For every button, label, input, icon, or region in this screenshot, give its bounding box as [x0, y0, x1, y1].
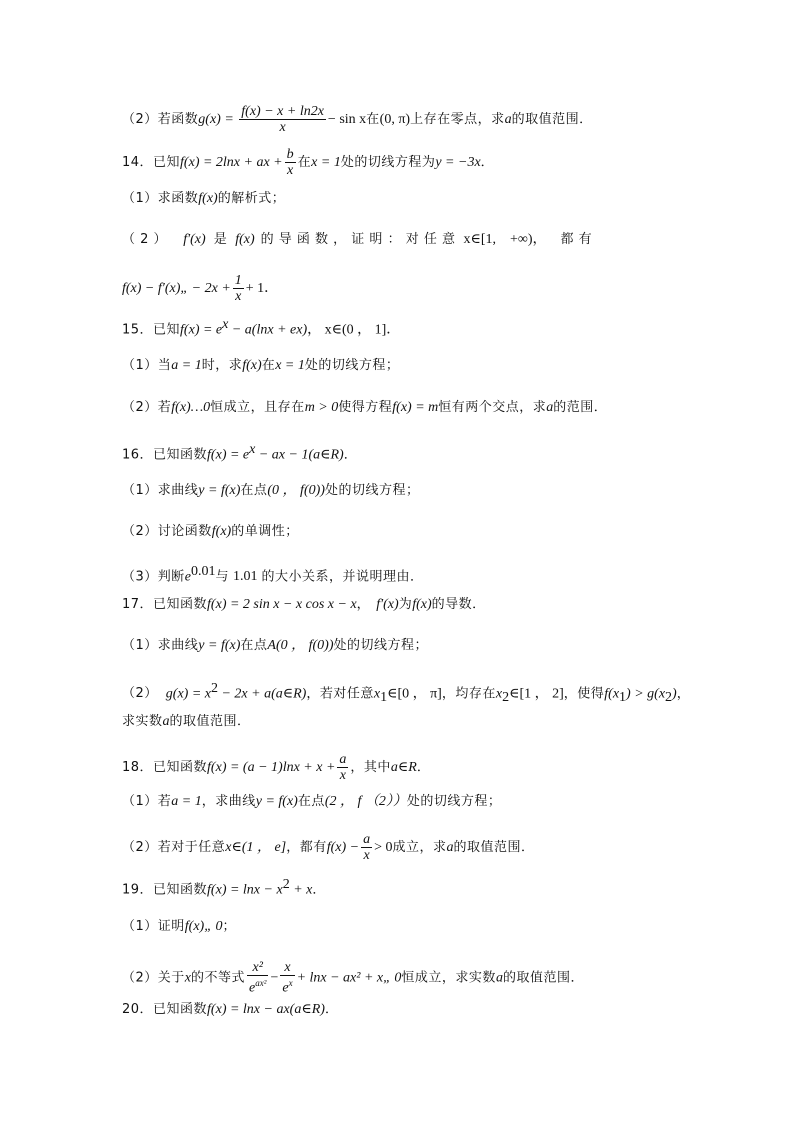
q17-f: f(x) — [412, 597, 432, 612]
q17-end: 的导数． — [431, 597, 486, 612]
q13-part2 — [122, 104, 593, 135]
q16-p2-f: f(x) — [211, 524, 232, 539]
q17-fx: f(x) = 2 sin x − x cos x − x — [207, 597, 357, 612]
q14-p1-a: （1）求函数 — [122, 191, 199, 206]
q17-p2-x1-sub: 1 — [380, 689, 388, 705]
q14-frac-den: x — [287, 163, 294, 178]
q17-p1-y: y = f(x) — [198, 638, 241, 653]
q17-p2-x2: x — [495, 686, 503, 702]
q19-p2-a2: a — [495, 970, 503, 986]
q18-p2-f: f(x) − — [326, 840, 360, 855]
q14-part2 — [122, 231, 592, 249]
q18-p2-x: x∈(1 ， e] — [225, 840, 287, 855]
q18-part2 — [122, 832, 535, 863]
q13-frac-num: f(x) − x + ln2x — [241, 104, 324, 119]
q15-p2-c: 使得方程 — [338, 400, 393, 415]
q15-domain: ， x∈(0 ， 1]． — [307, 322, 401, 338]
q15-fx: f(x) = e — [180, 322, 223, 338]
q17-cont-b: 的取值范围． — [169, 714, 251, 729]
q15-stem — [122, 316, 400, 339]
q15-p1-d: 处的切线方程； — [304, 358, 400, 373]
q18-p2-d: 的取值范围． — [453, 840, 535, 855]
q18-p1-eq: a = 1 — [171, 794, 202, 809]
q17-p2-b: ，若对任意 — [306, 686, 374, 702]
q17-p2-ineq-s2: 2 — [665, 689, 673, 705]
q15-p1-b: 时，求 — [201, 358, 243, 373]
q14-ineq-frac-num: 1 — [234, 273, 242, 288]
q17-p2-ineq-a: f(x — [604, 686, 620, 702]
q17-stem — [122, 596, 486, 614]
q16-fx-rest: − ax − 1(a∈R) — [255, 447, 344, 463]
q17-p2-ineq-b: ) > g(x — [626, 686, 666, 702]
q16-p3-c: 的大小关系，并说明理由． — [261, 569, 424, 585]
q17-p2-c: ，均存在 — [441, 686, 496, 702]
q16-p3-e: e — [184, 569, 191, 585]
q15-p1-f: f(x) — [242, 358, 262, 373]
q14-label: 14．已知 — [122, 155, 181, 170]
q19-frac2 — [280, 960, 294, 996]
q20-fx: f(x) = lnx − ax(a∈R) — [207, 1002, 325, 1017]
q15-p2-e: 的范围． — [553, 400, 608, 415]
q19-frac2-den — [280, 976, 294, 996]
q16-p1-a: （1）求曲线 — [122, 483, 199, 498]
q14-ineq-frac-den: x — [235, 289, 242, 304]
q17-part1 — [122, 637, 428, 655]
q16-p3-sup: 0.01 — [191, 564, 216, 579]
q18-mid: ，其中 — [350, 760, 391, 775]
q16-stem — [122, 441, 357, 464]
q15-p2-b: 恒成立，且存在 — [210, 400, 305, 415]
q19-p1-f: f(x)„ 0 — [184, 919, 223, 934]
q14-tangent: y = −3x — [435, 155, 481, 170]
q17-label: 17．已知函数 — [122, 597, 208, 612]
q15-p1-c: 在 — [261, 358, 276, 373]
q20-end: ． — [324, 1002, 339, 1017]
q16-p2-a: （2）讨论函数 — [122, 524, 212, 539]
q13-part2-pre: （2）若函数 — [122, 112, 199, 127]
q18-p2-frac-num: a — [363, 832, 371, 847]
q18-frac-den: x — [339, 768, 347, 783]
q13-frac-den: x — [279, 120, 286, 135]
q17-p1-a: （1）求曲线 — [122, 638, 199, 653]
q14-p1-f: f(x) — [198, 191, 218, 206]
q15-fx-sup: x — [222, 317, 229, 332]
q19-frac2-den-sup: x — [288, 978, 293, 988]
q19-p1-b: ； — [222, 919, 237, 934]
q16-end: ． — [343, 447, 358, 463]
q16-p3-v: 1.01 — [233, 569, 258, 585]
q18-p2-gt: > 0 — [374, 840, 393, 855]
q17-p2-g-sup: 2 — [210, 681, 218, 696]
q17-mid: ， — [356, 597, 371, 612]
q15-p2-d: 恒有两个交点，求 — [438, 400, 547, 415]
q19-stem — [122, 876, 326, 899]
q15-p2-a2: a — [546, 400, 554, 415]
q16-part2 — [122, 523, 299, 541]
q20-stem — [122, 1001, 338, 1019]
q18-p2-b: ，都有 — [286, 840, 327, 855]
q16-label: 16．已知函数 — [122, 447, 208, 463]
q19-p2-c: 恒成立，求实数 — [401, 970, 496, 986]
q18-p1-a: （1）若 — [122, 794, 172, 809]
q14-fx: f(x) = 2lnx + ax + — [180, 155, 283, 170]
q14-ineq-fraction — [233, 273, 244, 304]
q19-p2-b: 的不等式 — [191, 970, 246, 986]
q14-ineq-tail: + 1． — [245, 281, 279, 296]
q14-frac-num: b — [286, 147, 294, 162]
q18-fraction — [337, 752, 348, 783]
q15-p1-a: （1）当 — [122, 358, 172, 373]
q14-part2-ineq — [122, 273, 278, 304]
q14-p2-c: 的 导 函 数 ， 证 明 ： 对 任 意 — [260, 232, 456, 247]
q17-p1-c: 处的切线方程； — [333, 638, 428, 653]
q15-part2 — [122, 399, 607, 417]
q17-fp: f′(x) — [376, 597, 399, 612]
q19-p1-a: （1）证明 — [122, 919, 185, 934]
q16-p1-y: y = f(x) — [198, 483, 241, 498]
q14-end: ． — [480, 155, 495, 170]
q14-stem — [122, 147, 494, 178]
q19-frac1-num: x² — [247, 960, 268, 976]
q14-part1 — [122, 190, 285, 208]
q18-p2-a2: a — [446, 840, 454, 855]
q19-label: 19．已知函数 — [122, 882, 208, 898]
q13-fraction — [239, 104, 326, 135]
q13-g-def: g(x) = — [198, 112, 238, 127]
q18-p1-c: 在点 — [297, 794, 325, 809]
q19-p2-d: 的取值范围． — [502, 970, 584, 986]
q16-part3 — [122, 563, 424, 586]
q19-end: ． — [312, 882, 326, 898]
q19-part1 — [122, 918, 236, 936]
q14-p1-end: 的解析式； — [217, 191, 286, 206]
q18-dom: a∈R — [390, 760, 417, 775]
q16-fx: f(x) = e — [207, 447, 250, 463]
q17-p1-pt: A(0 ， f(0)) — [267, 638, 334, 653]
q19-frac1-den — [247, 976, 268, 996]
q18-p1-y: y = f(x) — [255, 794, 298, 809]
q15-part1 — [122, 357, 399, 375]
q19-frac1-den-sup: ax² — [255, 978, 267, 988]
q16-p3-b: 与 — [215, 569, 230, 585]
q15-fx-rest: − a(lnx + ex) — [228, 322, 308, 338]
q17-p2-d: ，使得 — [563, 686, 605, 702]
q18-fx: f(x) = (a − 1)lnx + x + — [207, 760, 336, 775]
q17-p2-a: （2） — [122, 686, 158, 702]
q18-p1-pt: (2 ， f （2）） — [324, 794, 407, 809]
q17-p2-x1-rest: ∈[0 ， π] — [387, 686, 442, 702]
q19-frac2-den-base: e — [282, 980, 289, 996]
q19-fx: f(x) = lnx − x — [207, 882, 283, 898]
q15-p2-m: m > 0 — [304, 400, 339, 415]
q13-mid: 在 — [366, 112, 380, 127]
q13-rest: − sin x — [327, 112, 367, 127]
q14-p2-b: 是 — [213, 232, 228, 247]
q18-p2-c: 成立，求 — [392, 840, 447, 855]
q19-p2-rest: + lnx − ax² + x„ 0 — [296, 970, 402, 986]
q17-p2-g: g(x) = x — [165, 686, 211, 702]
q16-p2-b: 的单调性； — [231, 524, 299, 539]
q19-p2-a: （2）关于 — [122, 970, 185, 986]
q17-b: 为 — [398, 597, 413, 612]
q15-p2-eq: f(x) = m — [392, 400, 439, 415]
q20-label: 20．已知函数 — [122, 1002, 208, 1017]
q19-frac1 — [247, 960, 268, 996]
q19-frac2-num: x — [280, 960, 294, 976]
q18-frac-num: a — [339, 752, 347, 767]
q17-p2-x1: x — [373, 686, 381, 702]
q18-end: ． — [416, 760, 431, 775]
q14-p2-f: f(x) — [235, 232, 255, 247]
q19-fx-rest: + x — [289, 882, 313, 898]
q18-p1-b: ，求曲线 — [201, 794, 256, 809]
q14-p2-x: x∈[1, +∞)， — [463, 232, 547, 247]
q17-p1-b: 在点 — [240, 638, 268, 653]
q18-p2-a: （2）若对于任意 — [122, 840, 226, 855]
q16-part1 — [122, 482, 419, 500]
q15-p2-f: f(x)…0 — [171, 400, 211, 415]
q15-p2-a: （2）若 — [122, 400, 172, 415]
q18-p2-frac-den: x — [363, 848, 370, 863]
q17-p2-ineq-s1: 1 — [619, 689, 627, 705]
q19-p2-x: x — [184, 970, 191, 986]
q13-a: a — [504, 112, 512, 127]
q14-p2-fp: f′(x) — [183, 232, 206, 247]
q19-fx-sup: 2 — [282, 877, 290, 892]
q14-fraction — [285, 147, 296, 178]
q15-label: 15．已知 — [122, 322, 181, 338]
q17-p2-ineq-c: ) — [672, 686, 677, 702]
q19-p2-minus: − — [270, 970, 279, 986]
q14-p2-a: （ 2 ） — [122, 232, 168, 247]
q18-part1 — [122, 793, 501, 811]
q14-mid: 在 — [297, 155, 312, 170]
q17-part2-cont — [122, 713, 251, 731]
q13-end: 的取值范围． — [511, 112, 593, 127]
q16-p3-a: （3）判断 — [122, 569, 185, 585]
q16-p1-b: 在点 — [240, 483, 268, 498]
q18-p1-d: 处的切线方程； — [406, 794, 502, 809]
q16-p1-c: 处的切线方程； — [324, 483, 420, 498]
q14-ineq: f(x) − f′(x)„ − 2x + — [122, 281, 231, 296]
q17-p2-g-rest: − 2x + a(a∈R) — [217, 686, 307, 702]
q14-mid2: 处的切线方程为 — [340, 155, 436, 170]
q17-cont-a: 求实数 — [122, 714, 163, 729]
q13-post: 上存在零点，求 — [410, 112, 505, 127]
q14-p2-d: 都 有 — [560, 232, 593, 247]
q17-part2 — [122, 680, 690, 707]
q18-label: 18．已知函数 — [122, 760, 208, 775]
q18-p2-fraction — [361, 832, 372, 863]
q16-p1-pt: (0 ， f(0)) — [267, 483, 325, 498]
q19-part2 — [122, 960, 584, 996]
q17-p2-x2-sub: 2 — [502, 689, 510, 705]
q17-cont-a2: a — [162, 714, 170, 729]
q17-p2-e: ， — [676, 686, 691, 702]
q16-fx-sup: x — [249, 442, 256, 457]
q17-p2-x2-rest: ∈[1 ， 2] — [509, 686, 564, 702]
q18-stem — [122, 752, 430, 783]
q15-p1-eq: a = 1 — [171, 358, 202, 373]
q15-p1-x: x = 1 — [275, 358, 305, 373]
q13-interval: (0, π) — [379, 112, 411, 127]
q19-frac1-den-base: e — [249, 980, 256, 996]
q14-x1: x = 1 — [311, 155, 341, 170]
